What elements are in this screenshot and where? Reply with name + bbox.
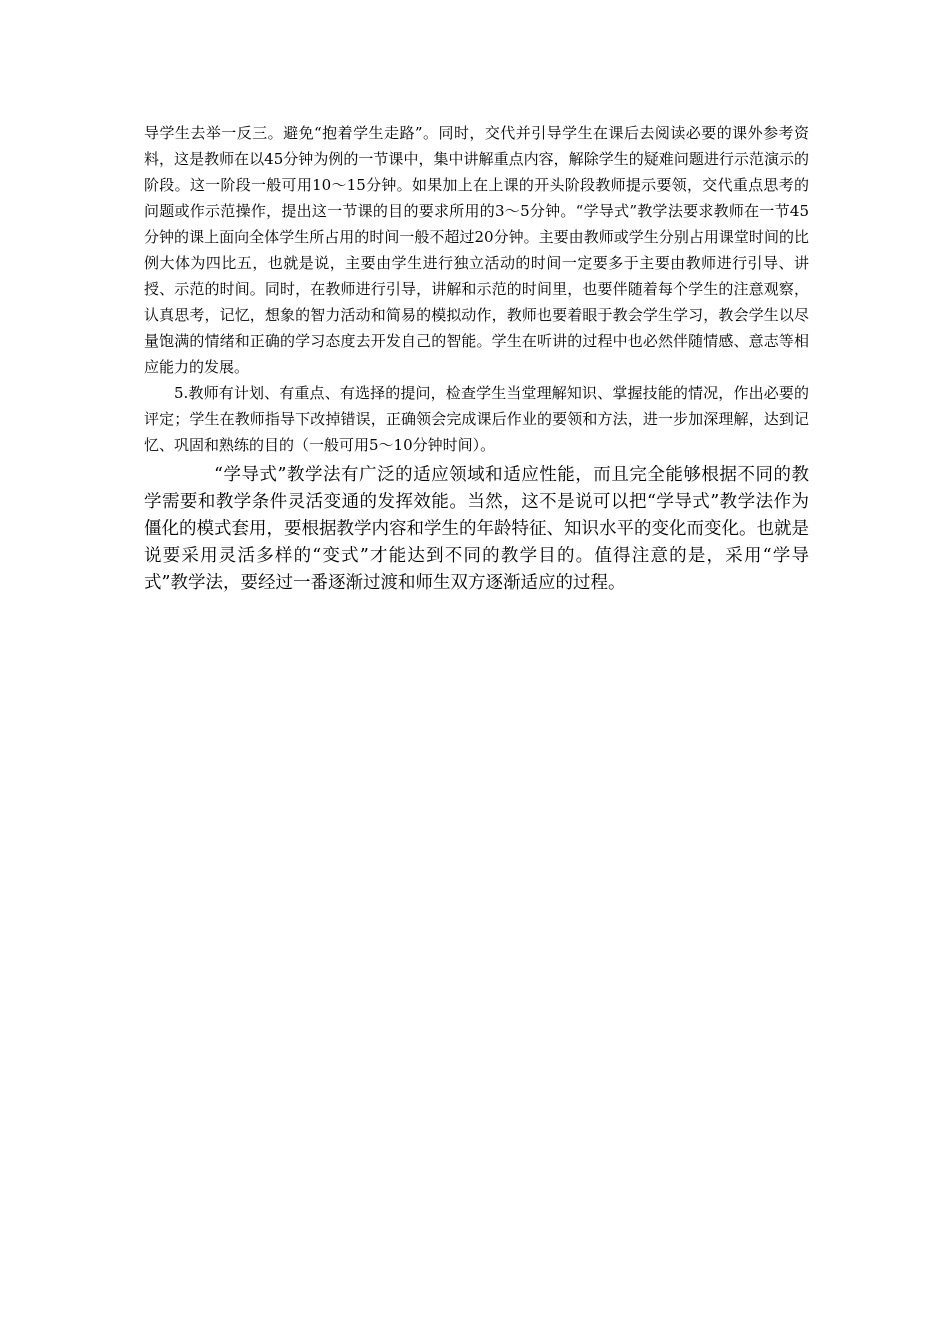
paragraph-step-5-questioning: 5.教师有计划、有重点、有选择的提问，检查学生当堂理解知识、掌握技能的情况，作出必要的评定；学生在教师指导下改掉错误，正确领会完成课后作业的要领和方法，进一步加深理解，达到记忆、巩固和熟练的目的（一般可用5～10分钟时间）。 — [144, 384, 809, 454]
document-page — [144, 120, 809, 597]
paragraph-teacher-guidance-time: 导学生去举一反三。避免“抱着学生走路”。同时，交代并引导学生在课后去阅读必要的课外参考资料，这是教师在以45分钟为例的一节课中，集中讲解重点内容，解除学生的疑难问题进行示范演示的阶段。这一阶段一般可用10～15分钟。如果加上在上课的开头阶段教师提示要领，交代重点思考的问题或作示范操作，提出这一节课的目的要求所用的3～5分钟。“学导式”教学法要求教师在一节45分钟的课上面向全体学生所占用的时间一般不超过20分钟。主要由教师或学生分别占用课堂时间的比例大体为四比五，也就是说，主要由学生进行独立活动的时间一定要多于主要由教师进行引导、讲授、示范的时间。同时，在教师进行引导，讲解和示范的时间里，也要伴随着每个学生的注意观察，认真思考，记忆，想象的智力活动和简易的模拟动作，教师也要着眼于教会学生学习，教会学生以尽量饱满的情绪和正确的学习态度去开发自己的智能。学生在听讲的过程中也必然伴随情感、意志等相应能力的发展。 — [144, 124, 809, 376]
paragraph-adaptability: “学导式”教学法有广泛的适应领域和适应性能，而且完全能够根据不同的教学需要和教学条件灵活变通的发挥效能。当然，这不是说可以把“学导式”教学法作为僵化的模式套用，要根据教学内容和学生的年龄特征、知识水平的变化而变化。也就是说要采用灵活多样的“变式”才能达到不同的教学目的。值得注意的是，采用“学导式”教学法，要经过一番逐渐过渡和师生双方逐渐适应的过程。 — [144, 465, 809, 593]
